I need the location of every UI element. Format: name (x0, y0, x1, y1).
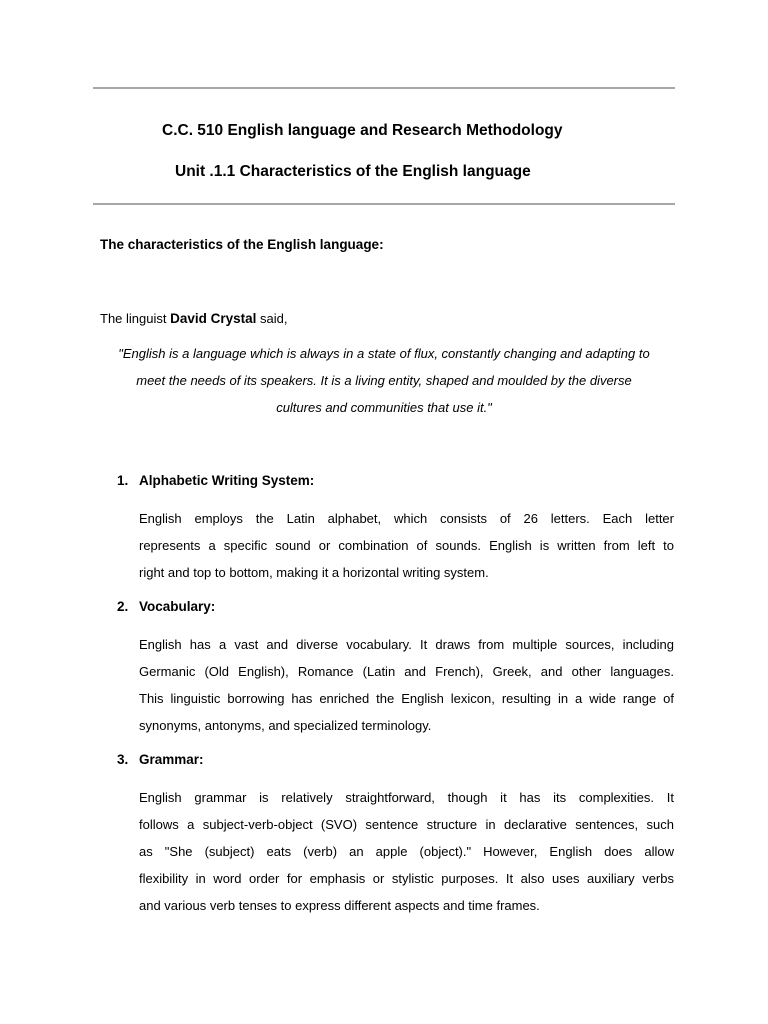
paragraph-line: Germanic (Old English), Romance (Latin and French), Greek, and other languages. (139, 664, 674, 679)
quote-line: meet the needs of its speakers. It is a living entity, shaped and moulded by the diverse (136, 373, 632, 388)
paragraph-line: English grammar is relatively straightforward, though it has its complexities. It (139, 790, 674, 805)
intro-prefix: The linguist (100, 311, 171, 326)
intro-suffix: said, (256, 311, 288, 326)
bottom-divider (93, 203, 675, 205)
paragraph-line: English employs the Latin alphabet, which consists of 26 letters. Each letter (139, 511, 674, 526)
list-item-heading-grammar (117, 752, 204, 767)
list-number: 1. (117, 473, 129, 488)
top-divider (93, 87, 675, 89)
paragraph-alphabetic-writing-system (139, 505, 674, 586)
paragraph-line: English has a vast and diverse vocabulary. It draws from multiple sources, including (139, 637, 674, 652)
quote-line: "English is a language which is always in a state of flux, constantly changing and adapting to (118, 346, 650, 361)
list-item-heading-vocabulary (117, 599, 215, 614)
list-item-heading-alphabetic-writing-system (117, 473, 314, 488)
section-heading: The characteristics of the English language: (100, 237, 384, 252)
list-title: Alphabetic Writing System: (139, 473, 315, 488)
linguist-name: David Crystal (170, 311, 257, 326)
paragraph-line: follows a subject-verb-object (SVO) sentence structure in declarative sentences, such (139, 817, 674, 832)
quote-line: cultures and communities that use it." (276, 400, 492, 415)
intro-sentence (100, 311, 287, 326)
paragraph-line: and various verb tenses to express different aspects and time frames. (139, 898, 540, 913)
list-title: Grammar: (139, 752, 204, 767)
paragraph-line: This linguistic borrowing has enriched the English lexicon, resulting in a wide range of (139, 691, 674, 706)
paragraph-line: represents a specific sound or combination of sounds. English is written from left to (139, 538, 674, 553)
list-title: Vocabulary: (139, 599, 216, 614)
unit-title: Unit .1.1 Characteristics of the English language (175, 163, 531, 180)
paragraph-grammar (139, 784, 674, 919)
paragraph-line: synonyms, antonyms, and specialized terminology. (139, 718, 432, 733)
paragraph-line: right and top to bottom, making it a horizontal writing system. (139, 565, 489, 580)
paragraph-vocabulary (139, 631, 674, 739)
list-number: 2. (117, 599, 129, 614)
paragraph-line: as "She (subject) eats (verb) an apple (object)." However, English does allow (139, 844, 674, 859)
list-number: 3. (117, 752, 129, 767)
paragraph-line: flexibility in word order for emphasis or stylistic purposes. It also uses auxiliary verbs (139, 871, 674, 886)
course-title: C.C. 510 English language and Research Methodology (162, 122, 563, 139)
